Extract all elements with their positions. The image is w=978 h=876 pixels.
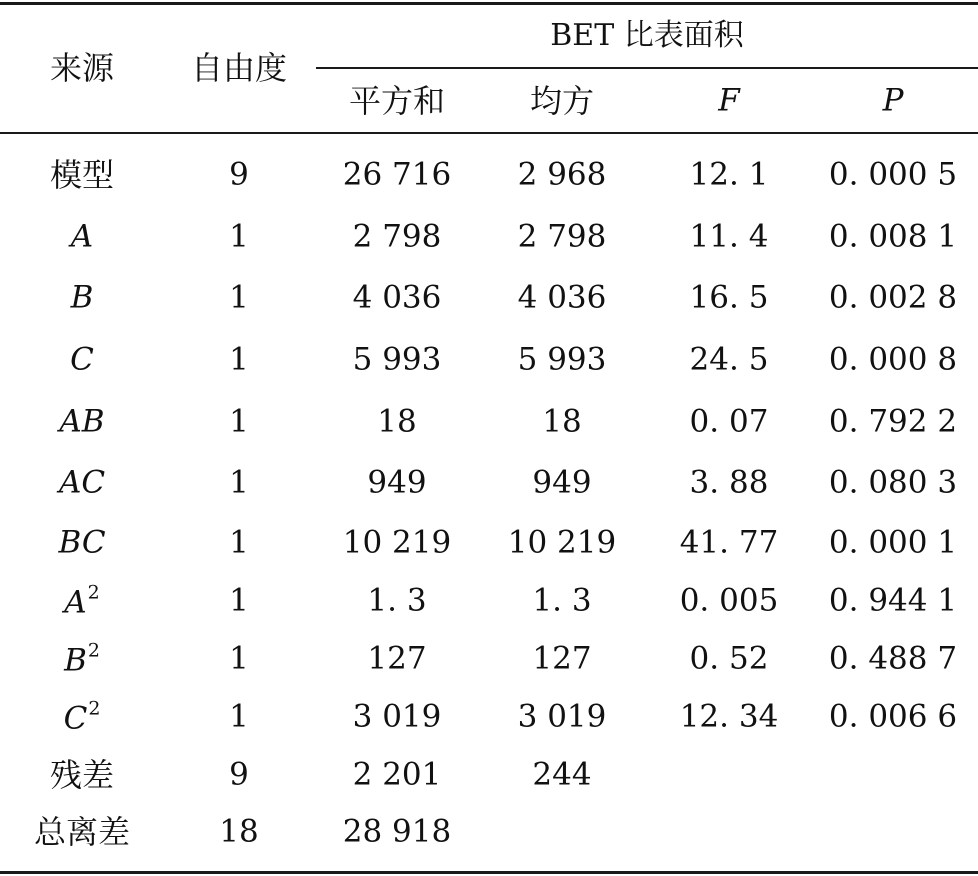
cell-source — [63, 697, 101, 737]
cell-p: 0. 002 8 — [828, 279, 958, 316]
source-label: 模型 — [49, 156, 115, 194]
cell-ss: 3 019 — [352, 698, 442, 735]
source-label: AB — [59, 403, 105, 440]
header-bottom-rule — [0, 132, 978, 134]
cell-f: 41. 77 — [679, 524, 779, 561]
cell-f: 16. 5 — [689, 279, 769, 316]
cell-df: 9 — [229, 756, 249, 793]
cell-f: 24. 5 — [689, 341, 769, 378]
cell-df: 1 — [229, 698, 249, 735]
source-label: AC — [58, 464, 106, 501]
source-superscript: 2 — [87, 581, 100, 604]
cell-f: 12. 1 — [689, 156, 769, 193]
source-label: A — [70, 218, 94, 255]
cell-ss: 2 798 — [352, 218, 442, 255]
cell-f: 12. 34 — [679, 698, 779, 735]
cell-source — [64, 581, 100, 621]
cell-source — [33, 813, 131, 851]
cell-f: 3. 88 — [689, 464, 769, 501]
cell-ss: 26 716 — [342, 156, 452, 193]
cell-df: 1 — [229, 524, 249, 561]
cell-source — [58, 464, 106, 501]
source-superscript: 2 — [88, 697, 101, 720]
header-ss: 平方和 — [348, 82, 446, 120]
cell-df: 1 — [229, 464, 249, 501]
cell-source — [70, 218, 94, 255]
source-label: BC — [58, 524, 106, 561]
cell-ss: 10 219 — [342, 524, 452, 561]
cell-f: 0. 07 — [689, 403, 769, 440]
cell-ms: 10 219 — [507, 524, 617, 561]
cell-ss: 28 918 — [342, 813, 452, 850]
header-group-bet: BET 比表面积 — [550, 18, 744, 53]
cell-p: 0. 080 3 — [828, 464, 958, 501]
cell-ms: 244 — [532, 756, 592, 793]
cell-ms: 949 — [532, 464, 592, 501]
table-bottom-rule — [0, 871, 978, 874]
cell-ms: 2 798 — [517, 218, 607, 255]
source-label: C — [70, 341, 94, 378]
cell-ms: 2 968 — [517, 156, 607, 193]
cell-source — [49, 156, 115, 194]
cell-ss: 2 201 — [352, 756, 442, 793]
cell-ms: 127 — [532, 640, 592, 677]
cell-df: 18 — [219, 813, 259, 850]
cell-ss: 1. 3 — [367, 582, 427, 619]
source-label: 残差 — [49, 756, 115, 794]
cell-ms: 5 993 — [517, 341, 607, 378]
source-label: A — [64, 584, 87, 621]
cell-p: 0. 000 5 — [828, 156, 958, 193]
cell-ms: 18 — [542, 403, 582, 440]
source-label: 总离差 — [33, 813, 131, 851]
header-f: F — [718, 82, 740, 119]
cell-f: 0. 52 — [689, 640, 769, 677]
cell-ms: 1. 3 — [532, 582, 592, 619]
cell-p: 0. 000 1 — [828, 524, 958, 561]
cell-source — [70, 341, 94, 378]
cell-ss: 5 993 — [352, 341, 442, 378]
cell-p: 0. 792 2 — [828, 403, 958, 440]
cell-source — [70, 279, 94, 316]
cell-p: 0. 488 7 — [828, 640, 958, 677]
header-source: 来源 — [49, 49, 115, 87]
cell-df: 1 — [229, 218, 249, 255]
header-df: 自由度 — [190, 49, 288, 87]
cell-ms: 3 019 — [517, 698, 607, 735]
cell-df: 1 — [229, 582, 249, 619]
cell-df: 1 — [229, 279, 249, 316]
cell-p: 0. 008 1 — [828, 218, 958, 255]
source-superscript: 2 — [87, 639, 100, 662]
cell-df: 1 — [229, 403, 249, 440]
cell-ss: 4 036 — [352, 279, 442, 316]
group-header-rule — [316, 67, 978, 69]
cell-p: 0. 944 1 — [828, 582, 958, 619]
cell-p: 0. 000 8 — [828, 341, 958, 378]
header-p: P — [882, 82, 904, 119]
cell-df: 1 — [229, 640, 249, 677]
cell-ss: 127 — [367, 640, 427, 677]
cell-f: 0. 005 — [679, 582, 779, 619]
cell-f: 11. 4 — [689, 218, 769, 255]
cell-source — [49, 756, 115, 794]
cell-p: 0. 006 6 — [828, 698, 958, 735]
source-label: B — [64, 642, 87, 679]
cell-ms: 4 036 — [517, 279, 607, 316]
cell-ss: 949 — [367, 464, 427, 501]
cell-ss: 18 — [377, 403, 417, 440]
cell-source — [64, 639, 100, 679]
cell-source — [59, 403, 105, 440]
header-ms: 均方 — [529, 82, 595, 120]
source-label: C — [63, 700, 88, 737]
cell-df: 9 — [229, 156, 249, 193]
cell-source — [58, 524, 106, 561]
source-label: B — [70, 279, 94, 316]
cell-df: 1 — [229, 341, 249, 378]
table-top-rule — [0, 2, 978, 5]
